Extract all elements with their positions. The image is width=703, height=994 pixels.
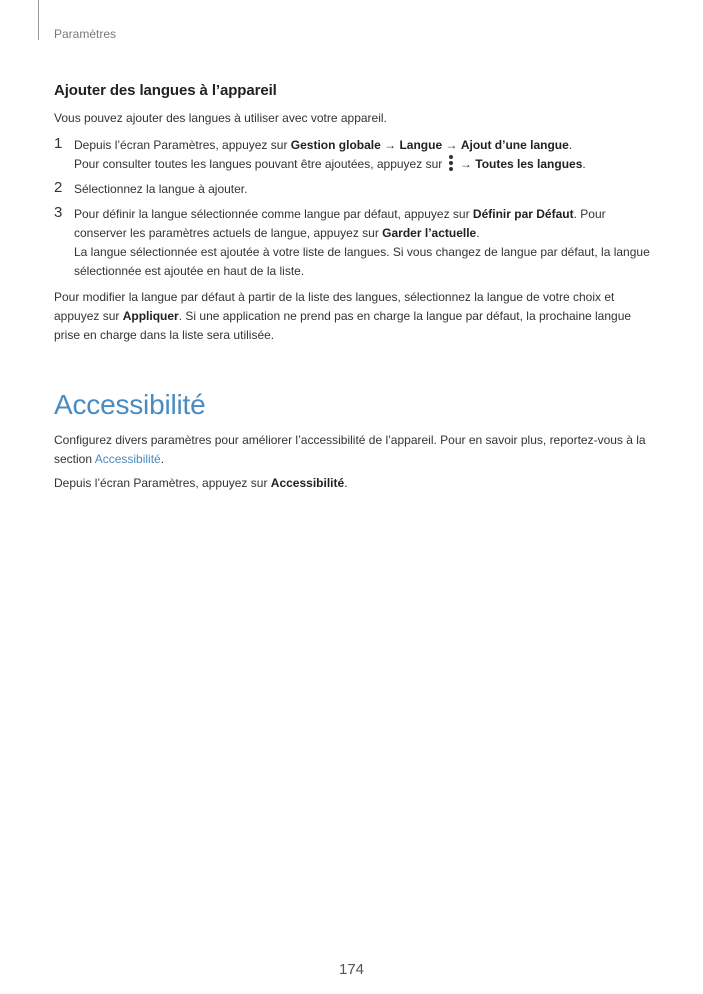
punctuation: .	[568, 138, 573, 152]
header-title: Paramètres	[54, 27, 117, 41]
section-title-accessibility: Accessibilité	[54, 389, 206, 420]
step-1-subtext	[74, 155, 654, 174]
accessibility-link[interactable]: Accessibilité	[94, 452, 161, 466]
step-3-text	[74, 205, 654, 243]
menu-path-ajout-langue: Ajout d’une langue	[460, 138, 569, 152]
menu-path-appliquer: Appliquer	[122, 309, 179, 323]
step-2-text: Sélectionnez la langue à ajouter.	[74, 182, 248, 196]
punctuation: .	[476, 226, 480, 240]
languages-outro	[54, 288, 654, 345]
menu-path-accessibilite: Accessibilité	[270, 476, 345, 490]
punctuation: .	[160, 452, 165, 466]
page-content	[54, 82, 654, 493]
arrow-separator: →	[456, 157, 476, 171]
menu-path-langue: Langue	[399, 138, 443, 152]
punctuation: .	[344, 476, 348, 490]
punctuation: .	[582, 157, 586, 171]
step-text: Depuis l’écran Paramètres, appuyez sur	[74, 138, 291, 152]
step-text: Pour définir la langue sélectionnée comme langue par défaut, appuyez sur	[74, 207, 473, 221]
paragraph-text: Pour modifier la langue par défaut à partir de la liste des langues, sélectionnez la langue de votre choix et appuyez sur	[54, 290, 615, 323]
menu-path-toutes-langues: Toutes les langues	[475, 157, 583, 171]
step-number: 2	[54, 179, 63, 196]
step-text: . Pour conserver les paramètres actuels de langue, appuyez sur	[74, 207, 606, 240]
accessibility-path	[54, 474, 654, 493]
page-number: 174	[338, 961, 365, 978]
more-options-icon	[448, 155, 454, 171]
step-number: 1	[54, 135, 63, 152]
step-1	[54, 136, 654, 174]
arrow-separator: →	[442, 138, 461, 152]
step-1-text	[74, 136, 654, 155]
step-3	[54, 205, 654, 281]
step-text: Pour consulter toutes les langues pouvant être ajoutées, appuyez sur	[74, 157, 446, 171]
arrow-separator: →	[380, 138, 400, 152]
paragraph-text: Depuis l’écran Paramètres, appuyez sur	[54, 476, 271, 490]
header-divider	[38, 0, 39, 40]
step-2	[54, 180, 654, 199]
paragraph-text: . Si une application ne prend pas en charge la langue par défaut, la prochaine langue prise en charge dans la liste sera utilisée.	[54, 309, 632, 342]
languages-intro: Vous pouvez ajouter des langues à utiliser avec votre appareil.	[54, 111, 387, 125]
paragraph-text: Configurez divers paramètres pour améliorer l’accessibilité de l’appareil. Pour en savoir plus, reportez-vous à la section	[54, 433, 646, 466]
menu-path-definir-defaut: Définir par Défaut	[472, 207, 574, 221]
menu-path-garder-actuelle: Garder l’actuelle	[382, 226, 477, 240]
section-heading-languages: Ajouter des langues à l’appareil	[54, 82, 277, 99]
step-number: 3	[54, 204, 63, 221]
step-3-subtext: La langue sélectionnée est ajoutée à votre liste de langues. Si vous changez de langue par défaut, la langue sélectionnée est ajoutée en haut de la liste.	[74, 245, 650, 278]
steps-list	[54, 136, 654, 281]
accessibility-intro	[54, 431, 654, 469]
menu-path-gestion-globale: Gestion globale	[290, 138, 381, 152]
